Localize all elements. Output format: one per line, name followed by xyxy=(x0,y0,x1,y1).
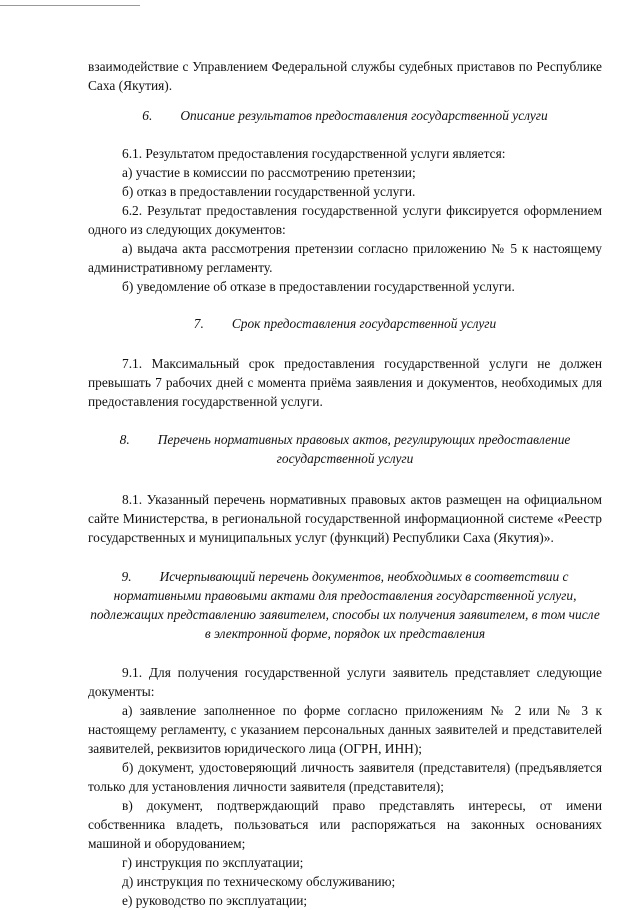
section-8-title: Перечень нормативных правовых актов, регулирующих предоставление государственной услуги xyxy=(157,432,571,466)
section-6-para-5: а) выдача акта рассмотрения претензии согласно приложению № 5 к настоящему административному регламенту. xyxy=(88,241,602,275)
section-8-para-1: 8.1. Указанный перечень нормативных правовых актов размещен на официальном сайте Министерства, в региональной государственной информационной системе «Реестр государственных и муниципальных услуг (функций) Республики Саха (Якутия)». xyxy=(88,492,602,545)
section-6-heading xyxy=(88,106,602,125)
intro-paragraph: взаимодействие с Управлением Федеральной службы судебных приставов по Республике Саха (Якутия). xyxy=(88,59,602,93)
section-7-heading xyxy=(88,314,602,333)
section-9-title: Исчерпывающий перечень документов, необходимых в соответствии с нормативными правовыми актами для предоставления государственной услуги, подлежащих представлению заявителем, способы их получения заявителем, в том числе в электронной форме, порядок их представления xyxy=(90,569,600,641)
section-9-para-7: е) руководство по эксплуатации; xyxy=(122,893,308,908)
section-6-title: Описание результатов предоставления государственной услуги xyxy=(180,108,548,123)
section-6-para-6: б) уведомление об отказе в предоставлении государственной услуги. xyxy=(122,279,515,294)
section-6-para-4: 6.2. Результат предоставления государственной услуги фиксируется оформлением одного из следующих документов: xyxy=(88,203,602,237)
section-7-para-1: 7.1. Максимальный срок предоставления государственной услуги не должен превышать 7 рабочих дней с момента приёма заявления и документов, необходимых для предоставления государственной услуги. xyxy=(88,356,602,409)
section-7-title: Срок предоставления государственной услуги xyxy=(231,316,497,331)
section-6-para-2: а) участие в комиссии по рассмотрению претензии; xyxy=(122,165,416,180)
scan-edge-line xyxy=(0,5,140,6)
section-6-para-3: б) отказ в предоставлении государственной услуги. xyxy=(122,184,416,199)
section-9-para-1: 9.1. Для получения государственной услуги заявитель представляет следующие документы: xyxy=(88,665,602,699)
section-9-para-2: а) заявление заполненное по форме согласно приложениям № 2 или № 3 к настоящему регламенту, с указанием персональных данных заявителей и представителей заявителей, реквизитов юридического лица (ОГРН, ИНН); xyxy=(88,703,602,756)
document-page xyxy=(88,57,602,910)
section-9-para-3: б) документ, удостоверяющий личность заявителя (представителя) (предъявляется только для установления личности заявителя (представителя); xyxy=(88,760,602,794)
section-9-para-4: в) документ, подтверждающий право представлять интересы, от имени собственника владеть, пользоваться или распоряжаться на законных основаниях машиной и оборудованием; xyxy=(88,798,602,851)
section-9-heading xyxy=(88,567,602,643)
section-7-number: 7. xyxy=(193,316,204,331)
section-6-para-1: 6.1. Результатом предоставления государственной услуги является: xyxy=(122,146,506,161)
section-8-heading xyxy=(88,430,602,468)
section-9-para-5: г) инструкция по эксплуатации; xyxy=(122,855,304,870)
section-9-para-6: д) инструкция по техническому обслуживанию; xyxy=(122,874,396,889)
section-9-number: 9. xyxy=(121,569,132,584)
section-6-number: 6. xyxy=(142,108,153,123)
section-8-number: 8. xyxy=(119,432,130,447)
